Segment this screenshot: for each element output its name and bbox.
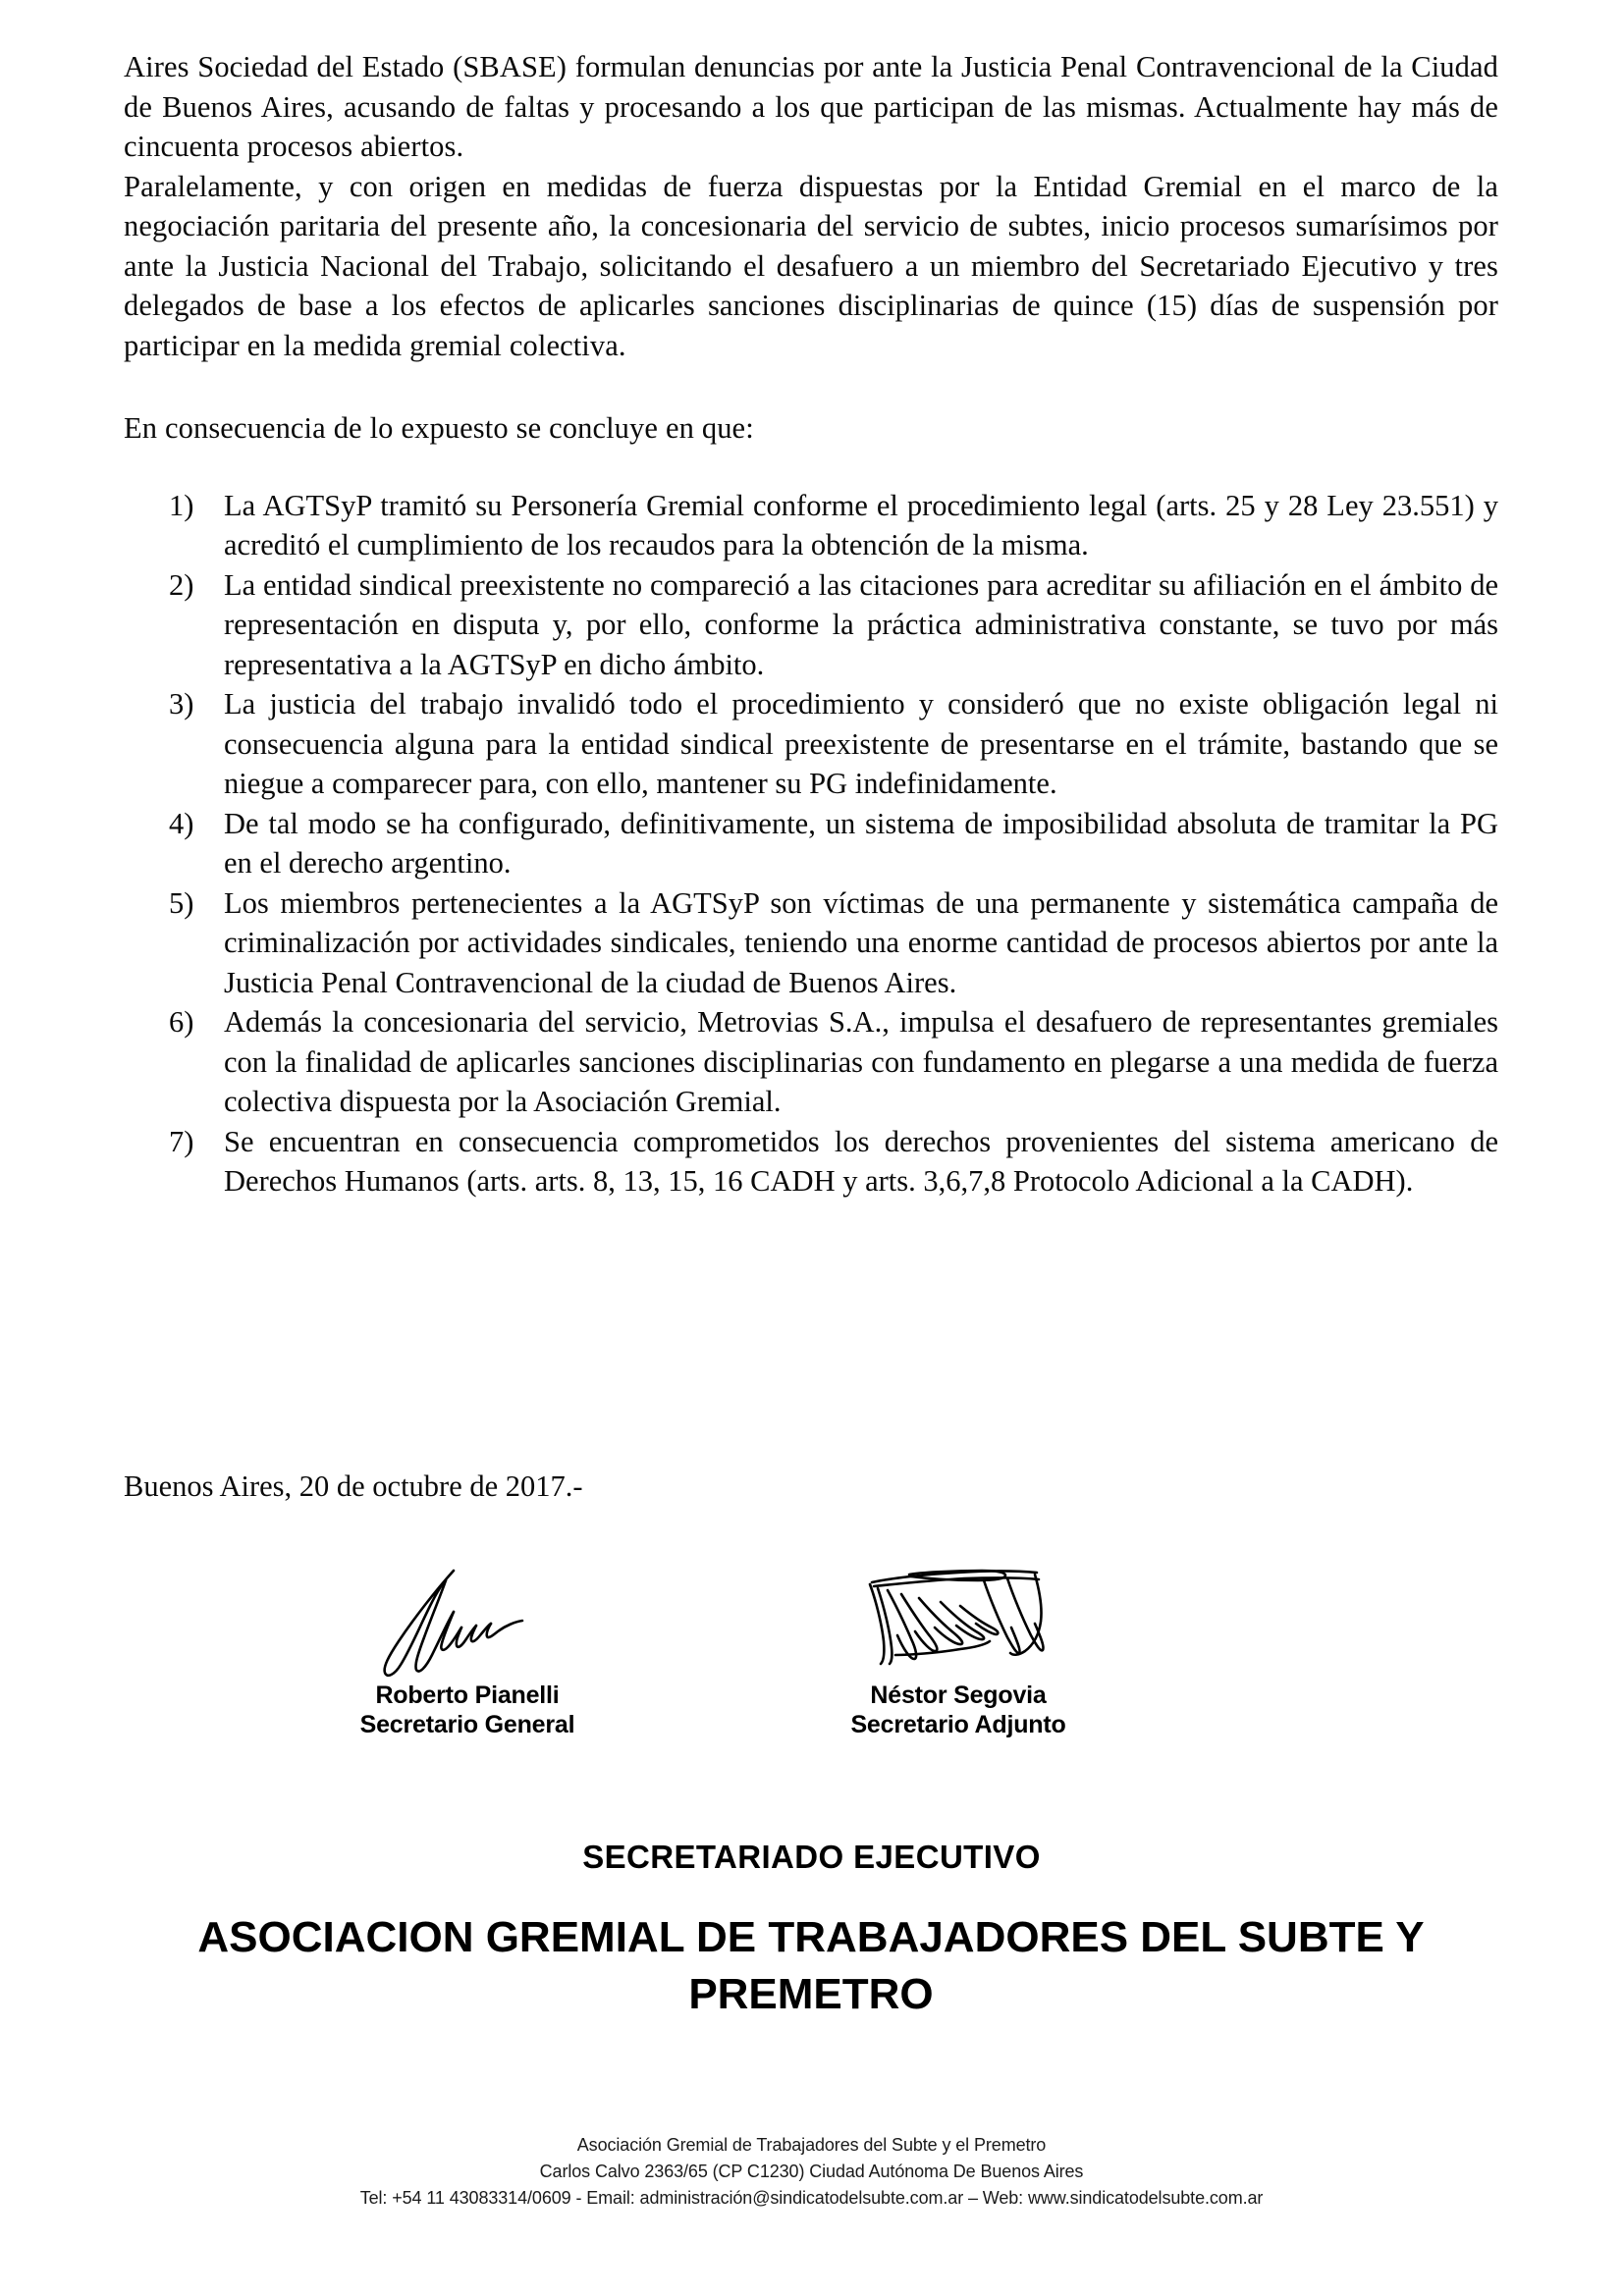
paragraph-conclusion-intro: En consecuencia de lo expuesto se concluye en que: xyxy=(124,411,754,445)
footer-address: Carlos Calvo 2363/65 (CP C1230) Ciudad Autónoma De Buenos Aires xyxy=(539,2162,1084,2181)
list-item-marker: 6) xyxy=(169,1005,194,1039)
footer-organization: Asociación Gremial de Trabajadores del Subte y el Premetro xyxy=(576,2135,1047,2155)
date-line: Buenos Aires, 20 de octubre de 2017.- xyxy=(124,1469,583,1503)
spacer xyxy=(124,365,1498,408)
signatory-name: Roberto Pianelli xyxy=(375,1682,560,1709)
list-item-text: De tal modo se ha configurado, definitivamente, un sistema de imposibilidad absoluta de tramitar la PG en el derecho argentino. xyxy=(224,806,1498,880)
paragraph-2: Paralelamente, y con origen en medidas de fuerza dispuestas por la Entidad Gremial en el marco de la negociación paritaria del presente año, la concesionaria del servicio de subtes, inicio procesos sumarísimos por ante la Justicia Nacional del Trabajo, solicitando el desafuero a un miembro del Secretariado Ejecutivo y tres delegados de base a los efectos de aplicarles sanciones disciplinarias de quince (15) días de suspensión por participar en la medida gremial colectiva. xyxy=(124,169,1498,362)
list-item xyxy=(124,1122,1498,1201)
signature-column-pianelli xyxy=(242,1565,693,1739)
list-item xyxy=(124,804,1498,883)
spacer xyxy=(124,449,1498,486)
list-item-marker: 5) xyxy=(169,885,194,920)
footer-contact: Tel: +54 11 43083314/0609 - Email: administración@sindicatodelsubte.com.ar – Web: www.sindicatodelsubte.com.ar xyxy=(359,2188,1264,2208)
conclusions-list xyxy=(124,486,1498,1201)
signature-block xyxy=(124,1565,1498,1830)
list-item-marker: 7) xyxy=(169,1124,194,1158)
list-item-text: Los miembros pertenecientes a la AGTSyP son víctimas de una permanente y sistemática campaña de criminalización por actividades sindicales, teniendo una enorme cantidad de procesos abiertos por ante la Justicia Penal Contravencional de la ciudad de Buenos Aires. xyxy=(224,885,1498,999)
list-item-marker: 1) xyxy=(169,488,194,522)
handwritten-signature-icon xyxy=(732,1565,1184,1681)
list-item xyxy=(124,486,1498,565)
paragraph-1: Aires Sociedad del Estado (SBASE) formulan denuncias por ante la Justicia Penal Contravencional de la Ciudad de Buenos Aires, acusando de faltas y procesando a los que participan de las mismas. Actualmente hay más de cincuenta procesos abiertos. xyxy=(124,50,1498,163)
list-item-text: Se encuentran en consecuencia comprometidos los derechos provenientes del sistema americano de Derechos Humanos (arts. arts. 8, 13, 15, 16 CADH y arts. 3,6,7,8 Protocolo Adicional a la CADH). xyxy=(224,1124,1498,1198)
list-item xyxy=(124,565,1498,685)
list-item xyxy=(124,684,1498,804)
signatory-role: Secretario Adjunto xyxy=(850,1711,1066,1738)
list-item-marker: 3) xyxy=(169,687,194,721)
list-item-text: La justicia del trabajo invalidó todo el procedimiento y consideró que no existe obligación legal ni consecuencia alguna para la entidad sindical preexistente de presentarse en el trámite, bastando que se niegue a comparecer para, con ello, mantener su PG indefinidamente. xyxy=(224,687,1498,800)
organization-heading: ASOCIACION GREMIAL DE TRABAJADORES DEL SUBTE Y PREMETRO xyxy=(197,1913,1425,2018)
executive-heading: SECRETARIADO EJECUTIVO xyxy=(582,1839,1041,1875)
signatory-name: Néstor Segovia xyxy=(870,1682,1047,1709)
handwritten-signature-icon xyxy=(242,1565,693,1681)
list-item-text: La AGTSyP tramitó su Personería Gremial conforme el procedimiento legal (arts. 25 y 28 Ley 23.551) y acreditó el cumplimiento de los recaudos para la obtención de la misma. xyxy=(224,488,1498,561)
signature-column-segovia xyxy=(732,1565,1184,1739)
list-item-text: La entidad sindical preexistente no compareció a las citaciones para acreditar su afiliación en el ámbito de representación en disputa y, por ello, conforme la práctica administrativa constante, se tuvo por más representativa a la AGTSyP en dicho ámbito. xyxy=(224,567,1498,681)
list-item xyxy=(124,883,1498,1003)
document-body xyxy=(124,47,1498,1201)
list-item-marker: 2) xyxy=(169,567,194,602)
list-item-marker: 4) xyxy=(169,806,194,840)
list-item-text: Además la concesionaria del servicio, Metrovias S.A., impulsa el desafuero de representantes gremiales con la finalidad de aplicarles sanciones disciplinarias con fundamento en plegarse a una medida de fuerza colectiva dispuesta por la Asociación Gremial. xyxy=(224,1005,1498,1118)
list-item xyxy=(124,1002,1498,1122)
signatory-role: Secretario General xyxy=(359,1711,575,1738)
page-footer xyxy=(0,2132,1623,2212)
